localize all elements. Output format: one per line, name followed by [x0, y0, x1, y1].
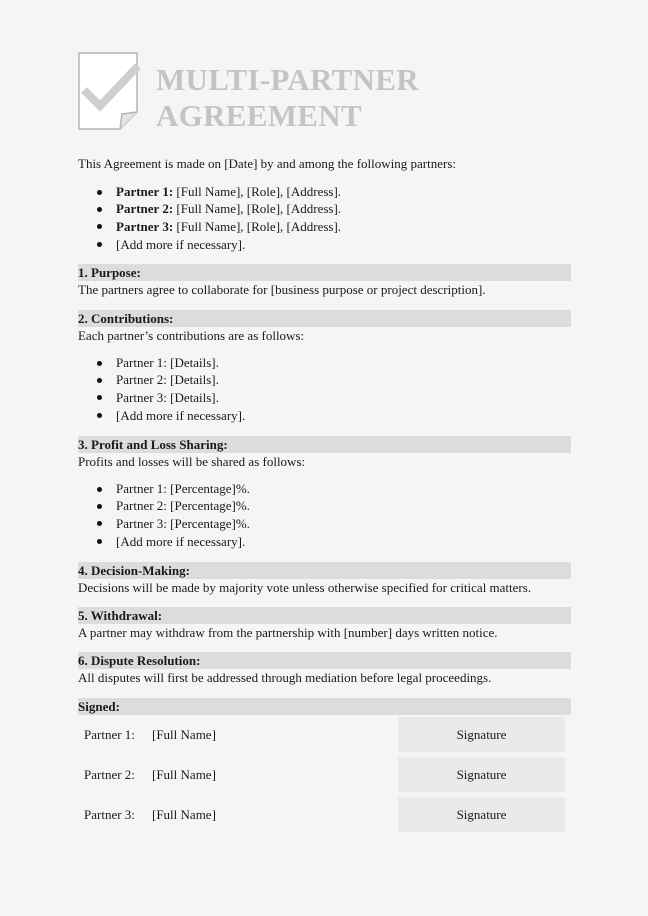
- partner-list: [78, 183, 341, 253]
- section-heading-decision: 4. Decision-Making:: [78, 562, 571, 579]
- signature-partner-label: Partner 3:: [84, 807, 135, 822]
- document-header: [78, 52, 571, 132]
- document-checkmark-icon: [78, 52, 140, 130]
- partner-details: [Full Name], [Role], [Address].: [173, 184, 342, 199]
- section-text-contributions: Each partner’s contributions are as follows:: [78, 328, 305, 343]
- list-item: [78, 218, 341, 235]
- intro-text: This Agreement is made on [Date] by and among the following partners:: [78, 156, 456, 171]
- signature-partner-label: Partner 1:: [84, 727, 135, 742]
- signature-field[interactable]: Signature: [398, 757, 565, 792]
- list-item: [Add more if necessary].: [78, 533, 250, 550]
- section-heading-purpose: 1. Purpose:: [78, 264, 571, 281]
- section-text-profit: Profits and losses will be shared as follows:: [78, 454, 306, 469]
- list-item: Partner 3: [Percentage]%.: [78, 515, 250, 532]
- list-item: [78, 183, 341, 200]
- signature-field[interactable]: Signature: [398, 797, 565, 832]
- list-item: Partner 2: [Percentage]%.: [78, 497, 250, 514]
- section-text-purpose: The partners agree to collaborate for [business purpose or project description].: [78, 282, 486, 297]
- section-text-decision: Decisions will be made by majority vote unless otherwise specified for critical matters.: [78, 580, 532, 595]
- list-item: [Add more if necessary].: [78, 407, 245, 424]
- signature-row: [78, 717, 571, 753]
- section-heading-profit: 3. Profit and Loss Sharing:: [78, 436, 571, 453]
- signature-partner-name: [Full Name]: [152, 767, 216, 782]
- partner-details: [Full Name], [Role], [Address].: [173, 201, 342, 217]
- signature-partner-name: [Full Name]: [152, 807, 216, 822]
- profit-list: [78, 480, 250, 550]
- signature-partner-name: [Full Name]: [152, 727, 216, 742]
- list-item: Partner 2: [Details].: [78, 371, 245, 388]
- section-text-dispute: All disputes will first be addressed through mediation before legal proceedings.: [78, 670, 492, 685]
- section-heading-contributions: 2. Contributions:: [78, 310, 571, 327]
- list-item: Partner 3: [Details].: [78, 389, 245, 406]
- signature-row: [78, 797, 571, 833]
- list-item: Partner 1: [Percentage]%.: [78, 480, 250, 497]
- document-title: [156, 62, 419, 134]
- contributions-list: [78, 354, 245, 424]
- section-heading-signed: Signed:: [78, 698, 571, 715]
- list-item: [78, 236, 341, 253]
- list-item: [78, 200, 341, 217]
- signature-row: [78, 757, 571, 793]
- section-heading-withdrawal: 5. Withdrawal:: [78, 607, 571, 624]
- section-text-withdrawal: A partner may withdraw from the partnership with [number] days written notice.: [78, 625, 498, 640]
- partner-label: Partner 2:: [116, 201, 174, 217]
- partner-details: [Add more if necessary].: [116, 236, 246, 252]
- section-heading-dispute: 6. Dispute Resolution:: [78, 652, 571, 669]
- partner-details: [Full Name], [Role], [Address].: [173, 218, 342, 234]
- partner-label: Partner 1:: [116, 184, 174, 199]
- signature-field[interactable]: Signature: [398, 717, 565, 752]
- signature-partner-label: Partner 2:: [84, 767, 135, 782]
- title-line-1: MULTI-PARTNER: [156, 62, 419, 97]
- title-line-2: AGREEMENT: [156, 98, 362, 133]
- partner-label: Partner 3:: [116, 218, 174, 234]
- list-item: Partner 1: [Details].: [78, 354, 245, 371]
